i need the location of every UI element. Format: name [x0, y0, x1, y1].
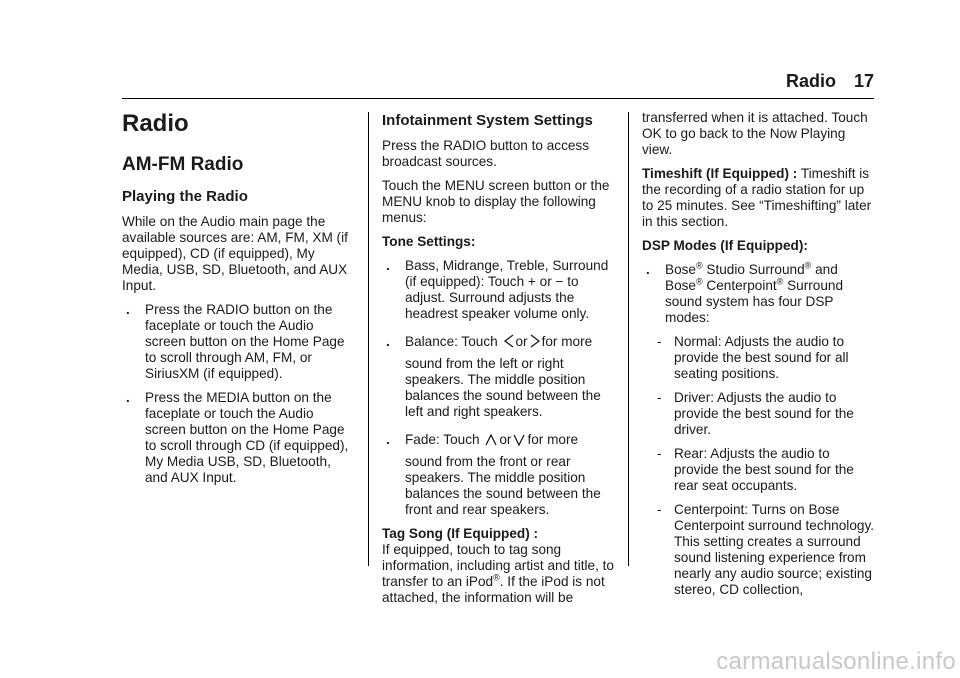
watermark-text: carmanualsonline.info — [716, 648, 956, 675]
heading-infotainment-settings: Infotainment System Settings — [382, 112, 593, 129]
subsection-title-am-fm: AM-FM Radio — [122, 154, 244, 175]
bose-text-c: and — [815, 262, 838, 277]
paragraph-continued: transferred when it is attached. Touch OK to go back to the Now Playing view. — [642, 110, 868, 157]
timeshift-text: Timeshift is the recording of a radio station for up to 25 minutes. See “Timeshifting” later in this section. — [642, 166, 872, 229]
dsp-centerpoint-text: Centerpoint: Turns on Bose Centerpoint surround technology. This setting creates a surround sound listening experience from nearly any audio source; existing stereo, CD collection, — [674, 502, 875, 597]
label-dsp-modes: DSP Modes (If Equipped): — [642, 238, 808, 253]
intro-paragraph: While on the Audio main page the available sources are: AM, FM, XM (if equipped), CD (if equipped), My Media, USB, SD, Bluetooth, and AUX Input. — [122, 214, 348, 293]
page-number: 17 — [853, 71, 874, 91]
list-item — [654, 390, 878, 438]
chevron-down-icon — [513, 434, 525, 446]
paragraph-radio-button: Press the RADIO button to access broadcast sources. — [382, 138, 590, 169]
dsp-driver-text: Driver: Adjusts the audio to provide the best sound for the driver. — [674, 390, 854, 437]
label-timeshift: Timeshift (If Equipped) : — [642, 166, 798, 181]
header-rule — [122, 98, 874, 99]
list-item — [642, 262, 878, 326]
fade-text-or: or — [499, 432, 512, 447]
list-item — [382, 432, 614, 518]
list-item — [654, 446, 878, 494]
balance-text-post: for more — [541, 334, 593, 349]
bullet-icon: . — [126, 302, 130, 317]
bose-text-a: Bose — [665, 262, 696, 277]
column-divider-1 — [368, 112, 369, 566]
bullet-text-bass: Bass, Midrange, Treble, Surround (if equipped): Touch + or − to adjust. Surround adjusts the headrest speaker volume only. — [405, 258, 609, 321]
label-tag-song: Tag Song (If Equipped) : — [382, 526, 539, 541]
bullet-icon: . — [386, 334, 390, 349]
dsp-normal-text: Normal: Adjusts the audio to provide the best sound for all seating positions. — [674, 334, 849, 381]
fade-text-post: for more — [527, 432, 579, 447]
column-2 — [382, 112, 614, 606]
heading-playing-radio: Playing the Radio — [122, 188, 248, 205]
bullet-text-media: Press the MEDIA button on the faceplate or touch the Audio screen button on the Home Page to scroll through CD (if equipped), My Media USB, SD, Bluetooth, and AUX Input. — [145, 390, 349, 485]
bullet-icon: . — [126, 390, 130, 405]
chevron-up-icon — [485, 434, 497, 446]
registered-mark: ® — [804, 260, 812, 271]
list-item — [382, 258, 614, 322]
tag-song-text-a: If equipped, touch to tag song information, including artist and title, to transfer to an iPod — [382, 542, 614, 589]
bose-text-d: Bose — [665, 278, 696, 293]
registered-mark: ® — [695, 276, 703, 287]
dash-icon: - — [657, 390, 662, 405]
paragraph-tag-song — [382, 542, 614, 606]
paragraph-menu-button: Touch the MENU screen button or the MENU knob to display the following menus: — [382, 178, 610, 225]
section-title-radio: Radio — [122, 110, 189, 137]
chevron-left-icon — [504, 334, 514, 348]
bullet-icon: . — [386, 432, 390, 447]
chevron-right-icon — [530, 334, 540, 348]
fade-text-pre: Fade: Touch — [405, 432, 480, 447]
balance-text-or: or — [515, 334, 528, 349]
balance-text-rest: sound from the left or right speakers. The middle position balances the sound between the left and right speakers. — [405, 356, 601, 419]
dash-icon: - — [657, 446, 662, 461]
balance-text-pre: Balance: Touch — [405, 334, 498, 349]
bullet-icon: . — [646, 262, 650, 277]
bullet-icon: . — [386, 258, 390, 273]
fade-text-rest: sound from the front or rear speakers. The middle position balances the sound between the front and rear speakers. — [405, 454, 601, 517]
column-1 — [122, 110, 352, 486]
dsp-rear-text: Rear: Adjusts the audio to provide the best sound for the rear seat occupants. — [674, 446, 854, 493]
bullet-text-radio: Press the RADIO button on the faceplate or touch the Audio screen button on the Home Page to scroll through AM, FM, or SiriusXM (if equipped). — [145, 302, 345, 381]
column-3 — [642, 110, 878, 598]
list-item — [654, 334, 878, 382]
registered-mark: ® — [776, 276, 784, 287]
registered-mark: ® — [695, 260, 703, 271]
bose-text-f: Surround sound system has four DSP modes: — [665, 278, 844, 325]
page-header-title: Radio — [785, 71, 836, 91]
registered-mark: ® — [493, 572, 500, 583]
bose-text-e: Centerpoint — [706, 278, 777, 293]
list-item — [382, 334, 614, 420]
list-item — [122, 390, 352, 486]
dash-icon: - — [657, 334, 662, 349]
tag-song-text-b: . If the iPod is not attached, the information will be — [382, 574, 605, 605]
label-tone-settings: Tone Settings: — [382, 234, 476, 249]
paragraph-timeshift — [642, 166, 878, 230]
bose-text-b: Studio Surround — [706, 262, 805, 277]
column-divider-2 — [628, 112, 629, 566]
list-item — [122, 302, 352, 382]
dash-icon: - — [657, 502, 662, 517]
list-item — [654, 502, 878, 598]
